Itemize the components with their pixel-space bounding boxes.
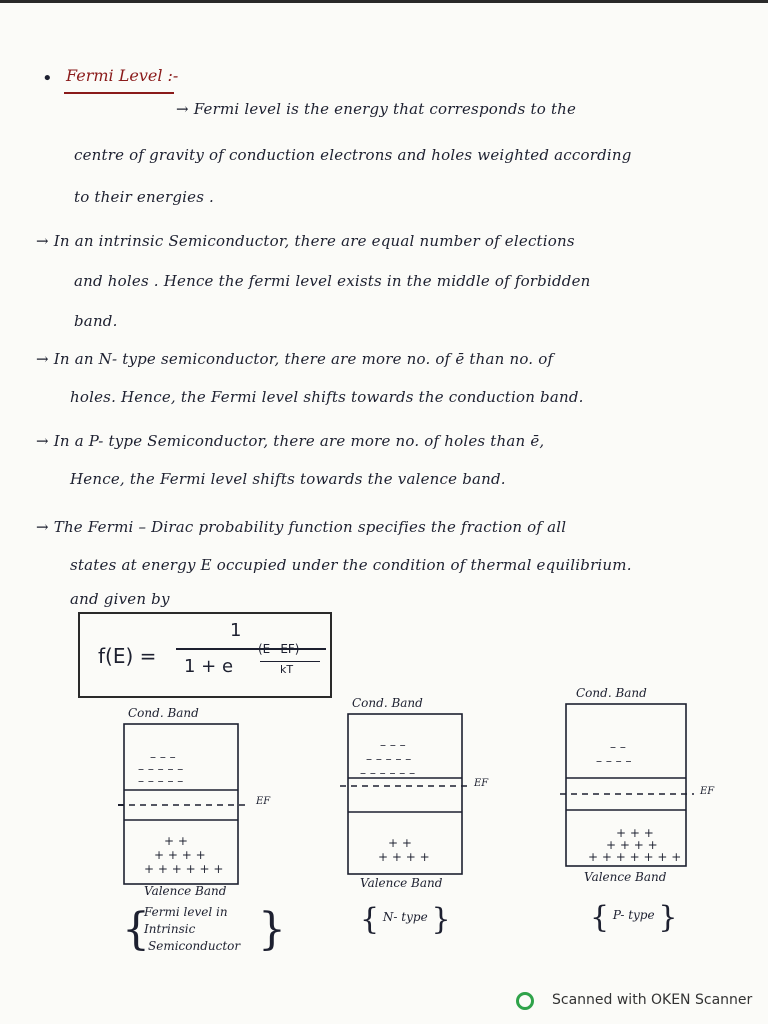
scanner-logo-icon	[516, 992, 534, 1010]
diagram-caption: { P- type }	[590, 900, 678, 935]
scanner-watermark-text: Scanned with OKEN Scanner	[552, 992, 753, 1008]
text-line: band.	[74, 312, 118, 330]
text-line: → In an intrinsic Semiconductor, there are equal number of elections	[36, 232, 575, 250]
diagram-caption: { N- type }	[360, 902, 451, 937]
text-line: Hence, the Fermi level shifts towards the valence band.	[70, 470, 506, 488]
cond-band-label: Cond. Band	[352, 696, 423, 710]
section-heading: Fermi Level :-	[66, 66, 179, 85]
electrons-row: – – – – –	[138, 762, 184, 776]
valence-band-label: Valence Band	[584, 870, 667, 884]
electrons-row: – – – – – –	[360, 766, 416, 780]
holes-row: + + + +	[378, 850, 430, 864]
text-line: to their energies .	[74, 188, 215, 206]
electrons-row: – – –	[150, 750, 176, 764]
ef-label: EF	[256, 796, 271, 807]
text-line: → In an N- type semiconductor, there are more no. of ē than no. of	[36, 350, 554, 368]
holes-row: + +	[388, 836, 412, 850]
text-line: → In a P- type Semiconductor, there are more no. of holes than ē,	[36, 432, 545, 450]
formula-lhs: f(E) =	[98, 644, 157, 668]
electrons-row: – – –	[380, 738, 406, 752]
ef-label: EF	[700, 786, 715, 797]
formula-denominator: 1 + e	[184, 656, 234, 677]
electrons-row: – –	[610, 740, 626, 754]
holes-row: + + +	[616, 826, 654, 840]
electrons-row: – – – – –	[138, 774, 184, 788]
formula-numerator: 1	[230, 620, 242, 641]
cond-band-label: Cond. Band	[576, 686, 647, 700]
text-line: and given by	[70, 590, 170, 608]
text-line: → Fermi level is the energy that corresponds to the	[176, 100, 577, 118]
valence-band-label: Valence Band	[360, 876, 443, 890]
electrons-row: – – – – –	[366, 752, 412, 766]
left-brace: {	[590, 900, 610, 935]
text-line: and holes . Hence the fermi level exists in the middle of forbidden	[74, 272, 591, 290]
text-line: → The Fermi – Dirac probability function specifies the fraction of all	[36, 518, 567, 536]
holes-row: + + + +	[154, 848, 206, 862]
holes-row: + + + +	[606, 838, 658, 852]
right-brace: }	[658, 900, 678, 935]
right-brace: }	[258, 904, 286, 955]
bullet-dot: •	[42, 68, 53, 89]
text-line: holes. Hence, the Fermi level shifts towards the conduction band.	[70, 388, 584, 406]
holes-row: + +	[164, 834, 188, 848]
electrons-row: – – – –	[596, 754, 632, 768]
right-brace: }	[431, 902, 451, 937]
valence-band-label: Valence Band	[144, 884, 227, 898]
left-brace: {	[360, 902, 380, 937]
text-line: states at energy E occupied under the condition of thermal equilibrium.	[70, 556, 632, 574]
text-line: centre of gravity of conduction electrons and holes weighted according	[74, 146, 632, 164]
ef-label: EF	[474, 778, 489, 789]
left-brace: {	[122, 904, 150, 955]
cond-band-label: Cond. Band	[128, 706, 199, 720]
formula-exponent-top: (E−EF)	[258, 642, 300, 656]
diagram-caption: { Fermi level in Intrinsic Semiconductor }	[122, 904, 286, 955]
holes-row: + + + + + +	[144, 862, 224, 876]
formula-exponent-bottom: kT	[280, 663, 294, 676]
holes-row: + + + + + + +	[588, 850, 682, 864]
scanner-watermark	[516, 990, 764, 1014]
